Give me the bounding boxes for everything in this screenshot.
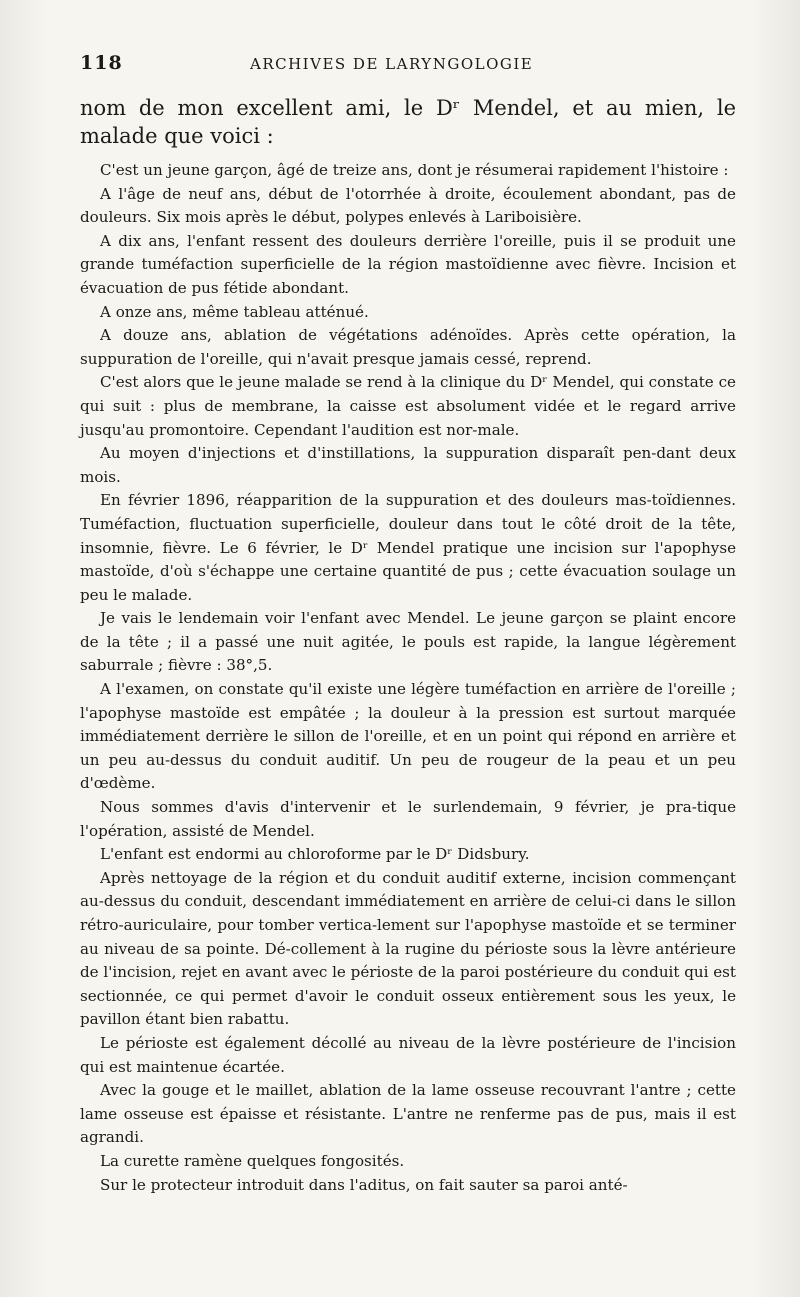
paragraph: A dix ans, l'enfant ressent des douleurs derrière l'oreille, puis il se produit une grande tuméfaction superficielle de la région mastoïdienne avec fièvre. Incision et évacuation de pus fétide abondant. — [80, 231, 736, 297]
paragraph: A l'examen, on constate qu'il existe une légère tuméfaction en arrière de l'oreille ; l'apophyse mastoïde est empâtée ; la douleur à la pression est surtout marquée immédiatement derrière le sillon de l'oreille, et en un point qui répond en arrière et un peu au-dessus du conduit auditif. Un peu de rougeur de la peau et un peu d'œdème. — [80, 680, 736, 793]
running-title: ARCHIVES DE LARYNGOLOGIE — [250, 55, 534, 73]
paragraph: Sur le protecteur introduit dans l'aditus, on fait sauter sa paroi anté- — [100, 1175, 628, 1194]
paragraph: Le périoste est également décollé au niveau de la lèvre postérieure de l'incision qui est maintenue écartée. — [80, 1033, 736, 1076]
paragraph: La curette ramène quelques fongosités. — [100, 1151, 405, 1170]
paragraph: A douze ans, ablation de végétations adénoïdes. Après cette opération, la suppuration de l'oreille, qui n'avait presque jamais cessé, reprend. — [80, 326, 736, 368]
paragraph: A onze ans, même tableau atténué. — [100, 302, 369, 321]
paragraph: Au moyen d'injections et d'instillations, la suppuration disparaît pen-dant deux mois. — [80, 444, 736, 486]
paragraph: C'est alors que le jeune malade se rend à la clinique du Dʳ Mendel, qui constate ce qui suit : plus de membrane, la caisse est absolument vidée et le regard arrive jusqu'au promontoire. Cependant l'audition est nor-male. — [80, 373, 736, 439]
body-text — [80, 94, 736, 1197]
paragraph: Avec la gouge et le maillet, ablation de la lame osseuse recouvrant l'antre ; cette lame osseuse est épaisse et résistante. L'antre ne renferme pas de pus, mais il est agrandi. — [80, 1081, 736, 1147]
paragraph: En février 1896, réapparition de la suppuration et des douleurs mas-toïdiennes. Tuméfaction, fluctuation superficielle, douleur dans tout le côté droit de la tête, insomnie, fièvre. Le 6 février, le Dʳ Mendel pratique une incision sur l'apophyse mastoïde, d'où s'échappe une certaine quantité de pus ; cette évacuation soulage un peu le malade. — [80, 491, 736, 604]
paragraph: Nous sommes d'avis d'intervenir et le surlendemain, 9 février, je pra-tique l'opération, assisté de Mendel. — [80, 798, 736, 840]
intro-text: nom de mon excellent ami, le Dʳ Mendel, et au mien, le malade que voici : — [80, 96, 736, 148]
paragraph: Après nettoyage de la région et du conduit auditif externe, incision commençant au-dessus du conduit, descendant immédiatement en arrière de celui-ci dans le sillon rétro-auriculaire, pour tomber vertica-lement sur l'apophyse mastoïde et se terminer au niveau de sa pointe. Dé-collement à la rugine du périoste sous la lèvre antérieure de l'incision, rejet en avant avec le périoste de la paroi postérieure du conduit qui est sectionnée, ce qui permet d'avoir le conduit osseux entièrement sous les yeux, le pavillon étant bien rabattu. — [80, 868, 736, 1029]
paragraph: C'est un jeune garçon, âgé de treize ans, dont je résumerai rapidement l'histoire : — [100, 161, 729, 179]
page-number: 118 — [80, 52, 123, 74]
paragraph: Je vais le lendemain voir l'enfant avec Mendel. Le jeune garçon se plaint encore de la tête ; il a passé une nuit agitée, le pouls est rapide, la langue légèrement saburrale ; fièvre : 38°,5. — [80, 609, 736, 675]
page-header — [80, 52, 760, 76]
paragraph: L'enfant est endormi au chloroforme par le Dʳ Didsbury. — [100, 845, 530, 864]
paragraph: A l'âge de neuf ans, début de l'otorrhée à droite, écoulement abondant, pas de douleurs. Six mois après le début, polypes enlevés à Lariboisière. — [80, 184, 736, 227]
